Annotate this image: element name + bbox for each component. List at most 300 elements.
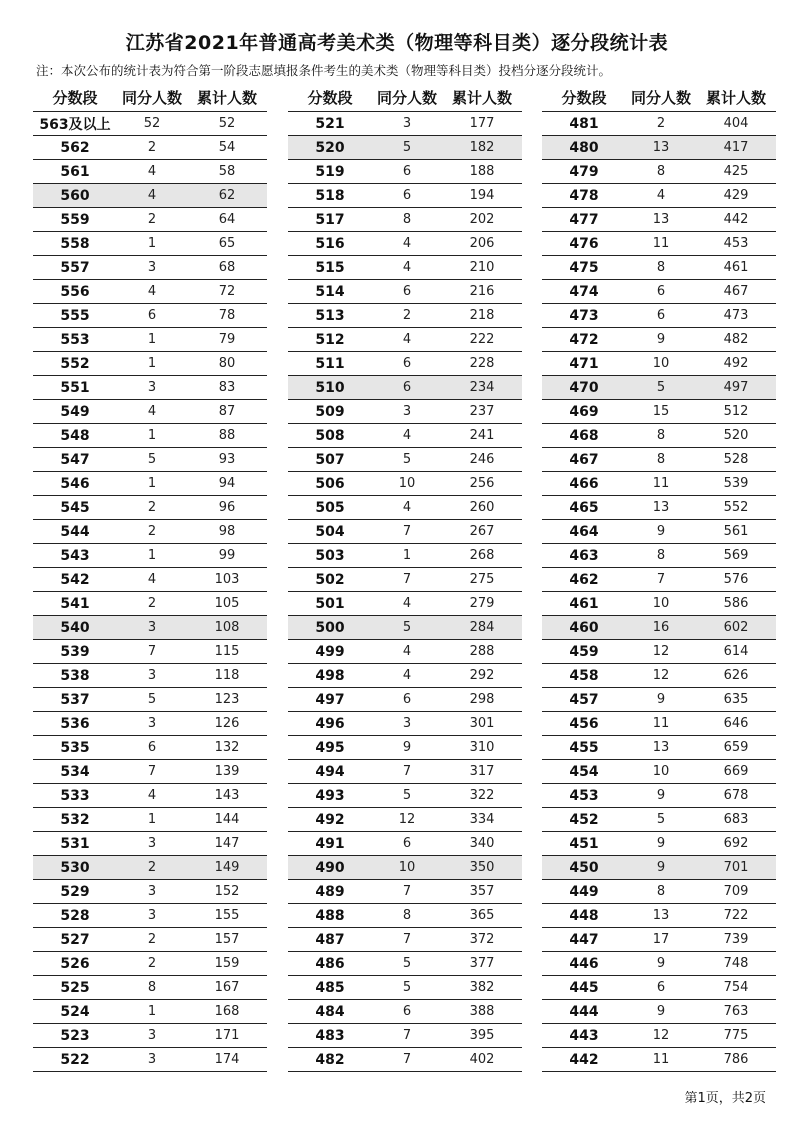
table-row xyxy=(542,640,776,664)
table-row xyxy=(542,472,776,496)
table-note: 注：本次公布的统计表为符合第一阶段志愿填报条件考生的美术类（物理等科目类）投档分逐分段统计。 xyxy=(36,63,612,78)
same-score-count-cell: 5 xyxy=(402,788,412,803)
table-row xyxy=(288,664,522,688)
table-row xyxy=(288,904,522,928)
same-score-count-cell: 8 xyxy=(656,452,666,467)
table-row xyxy=(288,616,522,640)
same-score-count-cell: 4 xyxy=(402,500,412,515)
score-cell: 524 xyxy=(60,1003,90,1020)
score-cell: 459 xyxy=(569,643,599,660)
cumulative-count-cell: 99 xyxy=(218,548,236,563)
score-cell: 546 xyxy=(60,475,90,492)
cumulative-count-cell: 425 xyxy=(723,164,749,179)
table-row xyxy=(288,520,522,544)
cumulative-count-cell: 132 xyxy=(214,740,240,755)
score-cell: 561 xyxy=(60,163,90,180)
score-cell: 560 xyxy=(60,187,90,204)
same-score-count-cell: 4 xyxy=(402,260,412,275)
same-score-count-cell: 7 xyxy=(402,884,412,899)
score-cell: 479 xyxy=(569,163,599,180)
table-row xyxy=(33,688,267,712)
same-score-count-cell: 4 xyxy=(402,668,412,683)
same-score-count-cell: 6 xyxy=(147,740,157,755)
cumulative-count-cell: 683 xyxy=(723,812,749,827)
table-row xyxy=(288,712,522,736)
score-cell: 455 xyxy=(569,739,599,756)
table-row xyxy=(33,520,267,544)
same-score-count-cell: 13 xyxy=(652,908,670,923)
score-cell: 452 xyxy=(569,811,599,828)
table-row xyxy=(542,568,776,592)
table-row xyxy=(542,1024,776,1048)
same-score-count-cell: 2 xyxy=(402,308,412,323)
same-score-count-cell: 8 xyxy=(656,428,666,443)
table-row xyxy=(33,136,267,160)
cumulative-count-cell: 395 xyxy=(469,1028,495,1043)
table-row xyxy=(542,664,776,688)
same-score-count-cell: 1 xyxy=(147,548,157,563)
score-cell: 488 xyxy=(315,907,345,924)
table-row xyxy=(542,712,776,736)
table-row xyxy=(33,1024,267,1048)
cumulative-count-cell: 246 xyxy=(469,452,495,467)
same-score-count-cell: 4 xyxy=(402,596,412,611)
cumulative-count-cell: 322 xyxy=(469,788,495,803)
same-score-count-cell: 10 xyxy=(652,596,670,611)
cumulative-count-cell: 569 xyxy=(723,548,749,563)
cumulative-count-header: 累计人数 xyxy=(451,89,512,107)
score-cell: 481 xyxy=(569,115,599,132)
score-table-column-2 xyxy=(288,84,522,1072)
score-cell: 501 xyxy=(315,595,345,612)
cumulative-count-cell: 775 xyxy=(723,1028,749,1043)
score-cell: 496 xyxy=(315,715,345,732)
table-row xyxy=(542,928,776,952)
same-score-count-cell: 9 xyxy=(656,692,666,707)
score-cell: 563及以上 xyxy=(39,116,111,133)
cumulative-count-cell: 357 xyxy=(469,884,495,899)
score-table-column-1 xyxy=(33,84,267,1072)
same-score-count-cell: 15 xyxy=(652,404,670,419)
cumulative-count-cell: 461 xyxy=(723,260,749,275)
cumulative-count-cell: 139 xyxy=(214,764,240,779)
score-cell: 506 xyxy=(315,475,345,492)
score-cell: 469 xyxy=(569,403,599,420)
cumulative-count-cell: 382 xyxy=(469,980,495,995)
score-cell: 478 xyxy=(569,187,599,204)
score-cell: 463 xyxy=(569,547,599,564)
same-score-count-cell: 2 xyxy=(147,500,157,515)
cumulative-count-cell: 417 xyxy=(723,140,749,155)
cumulative-count-cell: 149 xyxy=(214,860,240,875)
score-cell: 520 xyxy=(315,139,345,156)
table-row xyxy=(288,1024,522,1048)
cumulative-count-cell: 528 xyxy=(723,452,749,467)
table-row xyxy=(33,760,267,784)
table-row xyxy=(33,400,267,424)
score-cell: 529 xyxy=(60,883,90,900)
table-row xyxy=(33,424,267,448)
same-score-count-cell: 1 xyxy=(402,548,412,563)
same-score-count-cell: 7 xyxy=(402,932,412,947)
same-score-count-cell: 9 xyxy=(656,860,666,875)
cumulative-count-cell: 96 xyxy=(218,500,236,515)
cumulative-count-cell: 467 xyxy=(723,284,749,299)
cumulative-count-cell: 786 xyxy=(723,1052,749,1067)
score-cell: 476 xyxy=(569,235,599,252)
score-cell: 552 xyxy=(60,355,90,372)
same-score-count-cell: 7 xyxy=(147,644,157,659)
score-cell: 505 xyxy=(315,499,345,516)
table-row xyxy=(542,448,776,472)
score-cell: 460 xyxy=(569,619,599,636)
cumulative-count-cell: 365 xyxy=(469,908,495,923)
score-cell: 461 xyxy=(569,595,599,612)
same-score-count-cell: 6 xyxy=(402,164,412,179)
same-score-count-cell: 7 xyxy=(402,1028,412,1043)
cumulative-count-cell: 678 xyxy=(723,788,749,803)
cumulative-count-cell: 174 xyxy=(214,1052,240,1067)
table-row xyxy=(288,280,522,304)
same-score-count-cell: 4 xyxy=(147,404,157,419)
score-cell: 548 xyxy=(60,427,90,444)
cumulative-count-cell: 659 xyxy=(723,740,749,755)
same-score-count-cell: 13 xyxy=(652,140,670,155)
score-cell: 477 xyxy=(569,211,599,228)
cumulative-count-cell: 268 xyxy=(469,548,495,563)
table-row xyxy=(33,256,267,280)
cumulative-count-cell: 98 xyxy=(218,524,236,539)
score-cell: 528 xyxy=(60,907,90,924)
table-row xyxy=(33,640,267,664)
table-row xyxy=(288,160,522,184)
same-score-count-cell: 6 xyxy=(402,692,412,707)
cumulative-count-cell: 275 xyxy=(469,572,495,587)
score-cell: 533 xyxy=(60,787,90,804)
table-row xyxy=(33,952,267,976)
score-cell: 447 xyxy=(569,931,599,948)
cumulative-count-cell: 317 xyxy=(469,764,495,779)
same-score-count-cell: 4 xyxy=(402,428,412,443)
table-row xyxy=(542,376,776,400)
score-cell: 512 xyxy=(315,331,345,348)
score-cell: 483 xyxy=(315,1027,345,1044)
score-cell: 473 xyxy=(569,307,599,324)
score-cell: 442 xyxy=(569,1051,599,1068)
cumulative-count-cell: 105 xyxy=(214,596,240,611)
same-score-count-cell: 6 xyxy=(402,380,412,395)
score-cell: 494 xyxy=(315,763,345,780)
same-score-count-cell: 2 xyxy=(656,116,666,131)
table-row xyxy=(542,544,776,568)
table-row xyxy=(542,328,776,352)
table-row xyxy=(542,1048,776,1072)
same-score-count-cell: 13 xyxy=(652,740,670,755)
cumulative-count-cell: 748 xyxy=(723,956,749,971)
score-cell: 474 xyxy=(569,283,599,300)
same-score-count-cell: 11 xyxy=(652,476,670,491)
score-cell: 542 xyxy=(60,571,90,588)
score-cell: 470 xyxy=(569,379,599,396)
same-score-count-cell: 12 xyxy=(652,668,670,683)
table-row xyxy=(542,112,776,136)
table-row xyxy=(288,568,522,592)
same-score-count-cell: 1 xyxy=(147,476,157,491)
cumulative-count-cell: 482 xyxy=(723,332,749,347)
table-row xyxy=(33,112,267,136)
table-row xyxy=(542,160,776,184)
score-cell: 482 xyxy=(315,1051,345,1068)
same-score-count-cell: 3 xyxy=(147,1052,157,1067)
same-score-count-cell: 3 xyxy=(402,404,412,419)
cumulative-count-cell: 279 xyxy=(469,596,495,611)
cumulative-count-cell: 218 xyxy=(469,308,495,323)
same-score-count-cell: 5 xyxy=(147,452,157,467)
cumulative-count-cell: 754 xyxy=(723,980,749,995)
cumulative-count-cell: 340 xyxy=(469,836,495,851)
score-cell: 453 xyxy=(569,787,599,804)
score-cell: 504 xyxy=(315,523,345,540)
score-cell: 527 xyxy=(60,931,90,948)
cumulative-count-cell: 576 xyxy=(723,572,749,587)
table-row xyxy=(288,352,522,376)
cumulative-count-cell: 614 xyxy=(723,644,749,659)
score-cell: 472 xyxy=(569,331,599,348)
score-cell: 448 xyxy=(569,907,599,924)
table-row xyxy=(542,424,776,448)
cumulative-count-cell: 453 xyxy=(723,236,749,251)
same-score-count-cell: 2 xyxy=(147,524,157,539)
score-cell: 509 xyxy=(315,403,345,420)
score-cell: 444 xyxy=(569,1003,599,1020)
same-score-count-cell: 1 xyxy=(147,428,157,443)
table-row xyxy=(33,376,267,400)
score-cell: 551 xyxy=(60,379,90,396)
same-score-count-cell: 2 xyxy=(147,956,157,971)
score-cell: 490 xyxy=(315,859,345,876)
score-cell: 467 xyxy=(569,451,599,468)
cumulative-count-cell: 188 xyxy=(469,164,495,179)
score-cell: 484 xyxy=(315,1003,345,1020)
cumulative-count-cell: 310 xyxy=(469,740,495,755)
table-row xyxy=(33,616,267,640)
cumulative-count-cell: 237 xyxy=(469,404,495,419)
score-cell: 517 xyxy=(315,211,345,228)
table-row xyxy=(288,640,522,664)
cumulative-count-cell: 429 xyxy=(723,188,749,203)
score-cell: 449 xyxy=(569,883,599,900)
cumulative-count-cell: 284 xyxy=(469,620,495,635)
same-score-count-cell: 11 xyxy=(652,1052,670,1067)
cumulative-count-cell: 115 xyxy=(214,644,240,659)
cumulative-count-cell: 78 xyxy=(218,308,236,323)
cumulative-count-cell: 52 xyxy=(218,116,236,131)
same-score-count-cell: 8 xyxy=(402,908,412,923)
score-cell: 446 xyxy=(569,955,599,972)
cumulative-count-cell: 739 xyxy=(723,932,749,947)
table-row xyxy=(542,736,776,760)
same-score-count-cell: 6 xyxy=(402,284,412,299)
score-cell: 458 xyxy=(569,667,599,684)
table-row xyxy=(288,592,522,616)
cumulative-count-cell: 143 xyxy=(214,788,240,803)
same-score-count-cell: 5 xyxy=(402,620,412,635)
cumulative-count-cell: 68 xyxy=(218,260,236,275)
cumulative-count-cell: 669 xyxy=(723,764,749,779)
cumulative-count-cell: 58 xyxy=(218,164,236,179)
cumulative-count-cell: 167 xyxy=(214,980,240,995)
score-header: 分数段 xyxy=(307,89,353,107)
same-score-count-cell: 9 xyxy=(402,740,412,755)
table-row xyxy=(542,880,776,904)
same-score-count-cell: 3 xyxy=(147,620,157,635)
table-row xyxy=(542,592,776,616)
score-cell: 486 xyxy=(315,955,345,972)
cumulative-count-cell: 709 xyxy=(723,884,749,899)
same-score-count-cell: 13 xyxy=(652,500,670,515)
same-score-count-cell: 52 xyxy=(143,116,161,131)
same-score-count-cell: 9 xyxy=(656,1004,666,1019)
same-score-count-cell: 4 xyxy=(147,572,157,587)
score-cell: 465 xyxy=(569,499,599,516)
table-row xyxy=(542,208,776,232)
score-cell: 538 xyxy=(60,667,90,684)
score-cell: 480 xyxy=(569,139,599,156)
table-row xyxy=(288,928,522,952)
score-cell: 518 xyxy=(315,187,345,204)
same-score-count-cell: 5 xyxy=(656,812,666,827)
table-row xyxy=(33,808,267,832)
same-score-count-cell: 1 xyxy=(147,1004,157,1019)
table-row xyxy=(288,184,522,208)
same-score-count-cell: 3 xyxy=(147,836,157,851)
table-row xyxy=(33,184,267,208)
cumulative-count-cell: 334 xyxy=(469,812,495,827)
score-cell: 491 xyxy=(315,835,345,852)
same-score-count-cell: 10 xyxy=(398,476,416,491)
table-row xyxy=(542,952,776,976)
cumulative-count-cell: 210 xyxy=(469,260,495,275)
same-score-count-cell: 8 xyxy=(656,548,666,563)
score-cell: 526 xyxy=(60,955,90,972)
table-row xyxy=(288,1000,522,1024)
same-score-count-cell: 12 xyxy=(398,812,416,827)
table-row xyxy=(33,1000,267,1024)
score-cell: 443 xyxy=(569,1027,599,1044)
score-cell: 493 xyxy=(315,787,345,804)
cumulative-count-cell: 241 xyxy=(469,428,495,443)
cumulative-count-cell: 216 xyxy=(469,284,495,299)
same-score-count-cell: 3 xyxy=(402,716,412,731)
score-cell: 522 xyxy=(60,1051,90,1068)
same-score-count-cell: 5 xyxy=(147,692,157,707)
table-row xyxy=(288,784,522,808)
cumulative-count-cell: 93 xyxy=(218,452,236,467)
cumulative-count-cell: 256 xyxy=(469,476,495,491)
cumulative-count-cell: 83 xyxy=(218,380,236,395)
cumulative-count-cell: 80 xyxy=(218,356,236,371)
score-cell: 464 xyxy=(569,523,599,540)
score-cell: 514 xyxy=(315,283,345,300)
score-cell: 549 xyxy=(60,403,90,420)
score-cell: 562 xyxy=(60,139,90,156)
score-cell: 519 xyxy=(315,163,345,180)
cumulative-count-cell: 402 xyxy=(469,1052,495,1067)
score-cell: 558 xyxy=(60,235,90,252)
table-row xyxy=(288,856,522,880)
table-row xyxy=(288,424,522,448)
score-header: 分数段 xyxy=(561,89,607,107)
same-score-count-cell: 2 xyxy=(147,140,157,155)
score-cell: 534 xyxy=(60,763,90,780)
table-row xyxy=(33,448,267,472)
score-cell: 495 xyxy=(315,739,345,756)
table-row xyxy=(542,856,776,880)
same-score-count-cell: 7 xyxy=(402,1052,412,1067)
table-row xyxy=(288,976,522,1000)
table-row xyxy=(33,304,267,328)
score-cell: 451 xyxy=(569,835,599,852)
cumulative-count-cell: 497 xyxy=(723,380,749,395)
same-score-count-cell: 4 xyxy=(402,332,412,347)
table-header xyxy=(288,84,522,112)
same-score-count-cell: 8 xyxy=(147,980,157,995)
same-score-count-cell: 6 xyxy=(402,356,412,371)
table-row xyxy=(33,736,267,760)
score-cell: 445 xyxy=(569,979,599,996)
table-row xyxy=(288,688,522,712)
score-cell: 540 xyxy=(60,619,90,636)
cumulative-count-cell: 492 xyxy=(723,356,749,371)
table-row xyxy=(33,496,267,520)
cumulative-count-cell: 108 xyxy=(214,620,240,635)
score-cell: 466 xyxy=(569,475,599,492)
cumulative-count-cell: 260 xyxy=(469,500,495,515)
table-row xyxy=(33,592,267,616)
score-cell: 536 xyxy=(60,715,90,732)
table-row xyxy=(288,1048,522,1072)
table-row xyxy=(33,352,267,376)
table-row xyxy=(33,832,267,856)
cumulative-count-cell: 88 xyxy=(218,428,236,443)
table-row xyxy=(33,232,267,256)
score-cell: 511 xyxy=(315,355,345,372)
cumulative-count-cell: 182 xyxy=(469,140,495,155)
table-row xyxy=(542,280,776,304)
same-score-count-cell: 3 xyxy=(147,380,157,395)
table-row xyxy=(288,304,522,328)
same-score-count-header: 同分人数 xyxy=(630,89,691,107)
cumulative-count-cell: 147 xyxy=(214,836,240,851)
score-cell: 537 xyxy=(60,691,90,708)
score-cell: 502 xyxy=(315,571,345,588)
same-score-count-cell: 4 xyxy=(402,236,412,251)
score-cell: 489 xyxy=(315,883,345,900)
same-score-count-cell: 2 xyxy=(147,212,157,227)
same-score-count-header: 同分人数 xyxy=(376,89,437,107)
same-score-count-cell: 2 xyxy=(147,932,157,947)
table-row xyxy=(288,376,522,400)
score-cell: 532 xyxy=(60,811,90,828)
score-table-column-3 xyxy=(542,84,776,1072)
cumulative-count-cell: 301 xyxy=(469,716,495,731)
cumulative-count-header: 累计人数 xyxy=(196,89,257,107)
same-score-count-cell: 3 xyxy=(147,1028,157,1043)
cumulative-count-cell: 118 xyxy=(214,668,240,683)
table-row xyxy=(33,904,267,928)
same-score-count-cell: 8 xyxy=(656,164,666,179)
same-score-count-cell: 9 xyxy=(656,956,666,971)
